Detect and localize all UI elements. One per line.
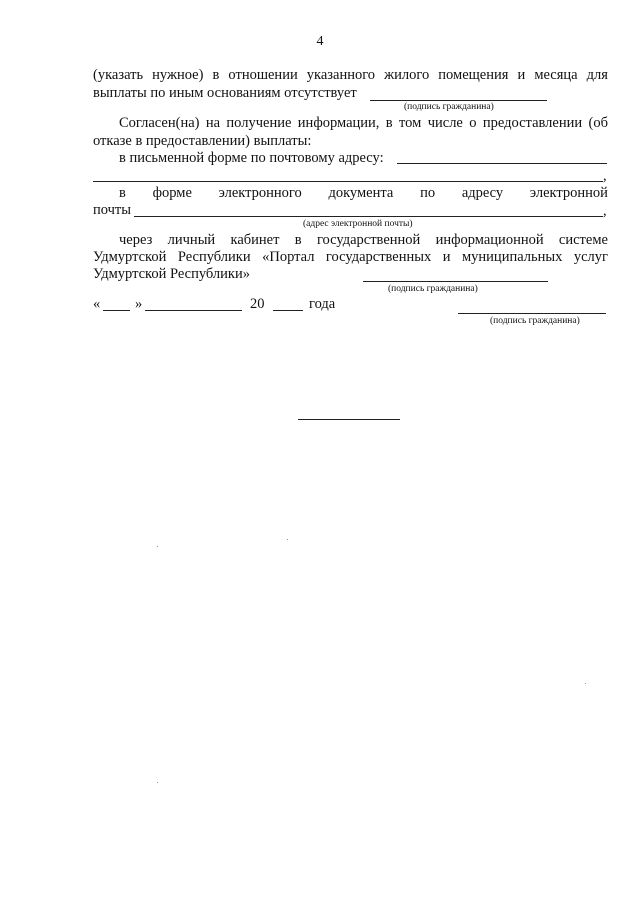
date-month-line: [145, 310, 242, 311]
para4-line1: [119, 184, 608, 202]
postal-address-comma: ,: [603, 168, 607, 184]
para5-line2-word: государственных: [325, 249, 432, 265]
email-address-comma: ,: [603, 203, 607, 219]
scan-speck: [157, 546, 158, 547]
date-close-quote: »: [135, 296, 143, 312]
para2-line1-word: (об: [588, 115, 608, 131]
para4-line1-word: по: [420, 185, 436, 201]
page-number: 4: [316, 34, 324, 49]
para5-line2-word: Удмуртской: [93, 249, 167, 265]
para4-line1-word: в: [119, 185, 126, 201]
para1-line1-word: в: [212, 67, 220, 83]
para5-line2-word: Республики: [177, 249, 251, 265]
para4-line1-word: электронного: [218, 185, 302, 201]
para2-line1-word: числе: [427, 115, 463, 131]
para5-line2-word: и: [442, 249, 451, 265]
para3-line1: в письменной форме по почтовому адресу:: [119, 150, 384, 166]
para1-line1: [93, 66, 608, 84]
scan-speck: [157, 782, 158, 783]
para5-line1-word: личный: [167, 232, 216, 248]
para1-line1-word: для: [586, 67, 608, 83]
signature-line-1: [370, 100, 547, 101]
scan-speck: [287, 539, 288, 540]
signature-caption-2: (подпись гражданина): [388, 284, 478, 294]
para4-line2: почты: [93, 202, 132, 218]
para4-line1-word: документа: [328, 185, 394, 201]
signature-line-3: [458, 313, 606, 314]
para5-line2: [93, 248, 608, 266]
para5-line3: Удмуртской Республики»: [93, 266, 250, 282]
para4-line1-word: форме: [152, 185, 192, 201]
para1-line1-word: отношении: [228, 67, 298, 83]
para1-line1-word: нужное): [152, 67, 204, 83]
para2-line1-word: том: [399, 115, 422, 131]
para5-line1-word: кабинет: [230, 232, 280, 248]
signature-caption-1: (подпись гражданина): [404, 102, 494, 112]
para2-line1-word: получение: [226, 115, 292, 131]
para2-line1-word: на: [205, 115, 221, 131]
para5-line1-word: в: [294, 232, 302, 248]
para5-line2-word: муниципальных: [461, 249, 563, 265]
para1-line2: выплаты по иным основаниям отсутствует: [93, 85, 357, 101]
end-separator-line: [298, 419, 400, 420]
para5-line1-word: государственной: [316, 232, 421, 248]
para5-line2-word: услуг: [573, 249, 608, 265]
para4-line1-word: адресу: [461, 185, 504, 201]
para2-line1-word: предоставлении: [482, 115, 583, 131]
date-open-quote: «: [93, 296, 101, 312]
para1-line1-word: указанного: [306, 67, 376, 83]
date-year-prefix: 20: [250, 296, 265, 312]
signature-caption-3: (подпись гражданина): [490, 316, 580, 326]
signature-line-2: [363, 281, 548, 282]
para5-line1-word: системе: [558, 232, 608, 248]
para4-line1-word: электронной: [529, 185, 608, 201]
date-day-line: [103, 310, 130, 311]
para2-line1-word: Согласен(на): [119, 115, 200, 131]
para1-line1-word: жилого: [384, 67, 430, 83]
date-year-line: [273, 310, 303, 311]
para1-line1-word: и: [517, 67, 526, 83]
para2-line1: [119, 114, 608, 132]
para5-line1-word: через: [119, 232, 153, 248]
para5-line1: [119, 231, 608, 249]
para2-line1-word: о: [469, 115, 477, 131]
email-address-caption: (адрес электронной почты): [303, 219, 413, 229]
para5-line1-word: информационной: [435, 232, 544, 248]
para1-line1-word: помещения: [438, 67, 509, 83]
scan-speck: [585, 683, 586, 684]
postal-address-line-1: [397, 163, 607, 164]
para2-line1-word: в: [385, 115, 393, 131]
para2-line2: отказе в предоставлении) выплаты:: [93, 133, 312, 149]
para1-line1-word: (указать: [93, 67, 144, 83]
para1-line1-word: месяца: [534, 67, 578, 83]
para2-line1-word: информации,: [297, 115, 380, 131]
email-address-line: [134, 216, 603, 217]
postal-address-line-2: [93, 181, 603, 182]
date-year-word: года: [309, 296, 336, 312]
para5-line2-word: «Портал: [262, 249, 315, 265]
